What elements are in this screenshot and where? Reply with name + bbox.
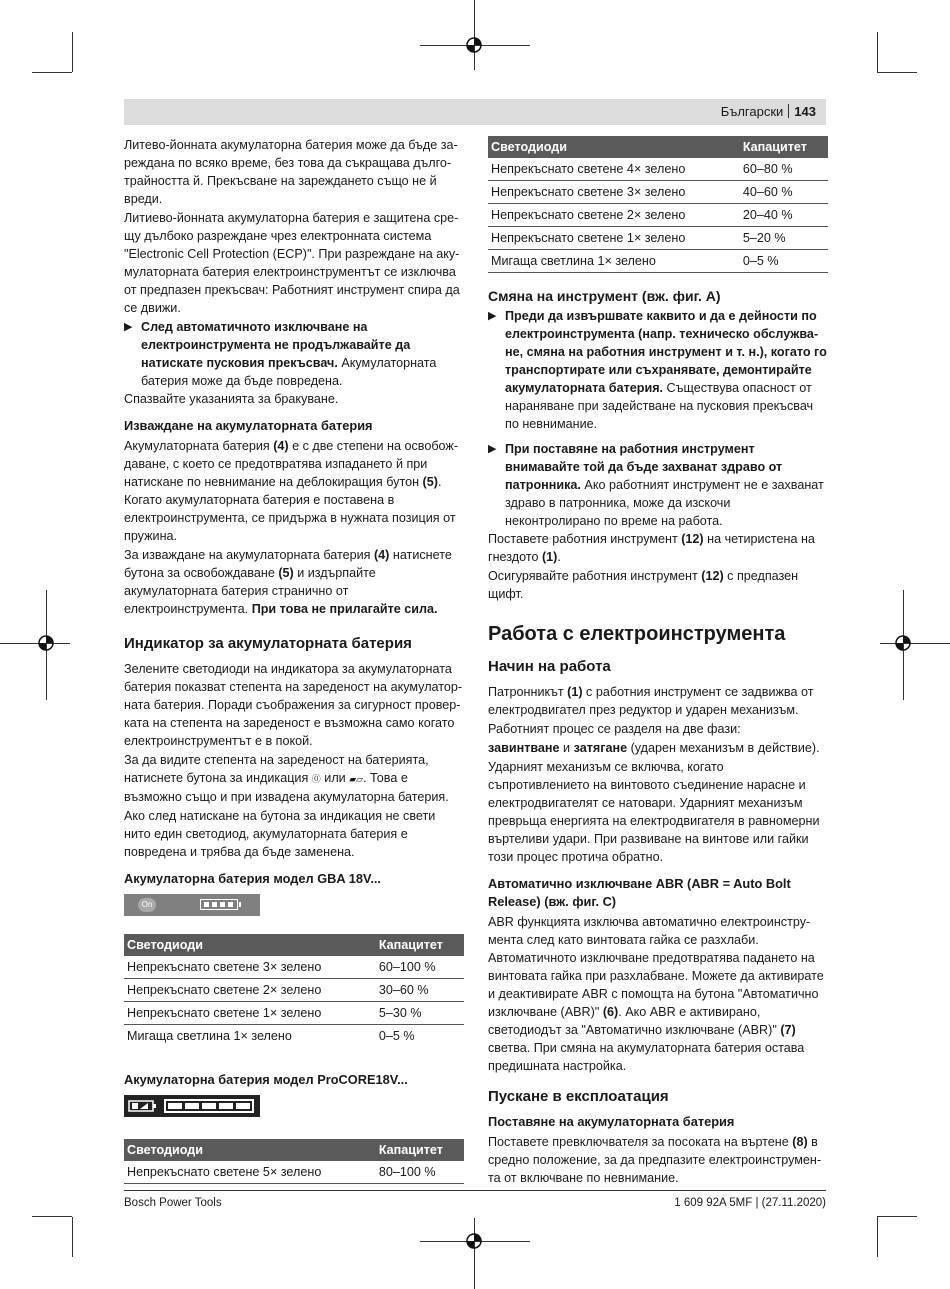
registration-mark-icon xyxy=(465,1232,483,1250)
chapter-heading: Работа с електроинструмента xyxy=(488,623,786,645)
warning-bullet xyxy=(124,318,464,390)
table-header: Светодиоди xyxy=(124,934,376,956)
paragraph: Литево-йонната акумулаторна батерия може да бъде зареждана по всяко време, без това да съкращава дълготрайността й. Прекъсване на зареждането също не й вреди. xyxy=(124,138,458,206)
section-heading: Автоматично изключване ABR (ABR = Auto Bolt Release) (вж. фиг. C) xyxy=(488,876,791,909)
paragraph: За да видите степента на зареденост на батерията, натиснете бутона за индикация ⓪ или ▰▱. Това е възможно също и при извадена акумулаторна батерия. xyxy=(124,753,449,804)
table-row: Непрекъснато светене 2× зелено 30–60 % xyxy=(124,979,464,1002)
section-heading: Пускане в експлоатация xyxy=(488,1088,669,1105)
battery-indicator-icon: ▰▱ xyxy=(349,774,364,784)
crop-mark xyxy=(0,643,70,644)
paragraph: Акумулаторната батерия (4) е с две степени на освобождаване, с което се предотвратява изпадането й при натискане по невнимание на деблокиращия бутон (5). Когато акумулаторната батерия е поставена в електроинструмента, се придържа в нужната позиция от пружина. xyxy=(124,439,459,543)
table-header: Капацитет xyxy=(740,136,828,158)
registration-mark-icon xyxy=(465,36,483,54)
procore-indicator-graphic xyxy=(124,1095,260,1117)
table-row: Непрекъснато светене 2× зелено 20–40 % xyxy=(488,204,828,227)
paragraph: Поставете превключвателя за посоката на въртене (8) в средно положение, за да предпазите електроинструмента от включване по невнимание. xyxy=(488,1135,822,1185)
section-heading: Изваждане на акумулаторната батерия xyxy=(124,418,373,433)
table-row: Непрекъснато светене 3× зелено 40–60 % xyxy=(488,181,828,204)
section-heading: Акумулаторна батерия модел ProCORE18V... xyxy=(124,1072,408,1087)
table-row: Непрекъснато светене 3× зелено 60–100 % xyxy=(124,956,464,979)
section-heading: Индикатор за акумулаторната батерия xyxy=(124,635,412,652)
bullet-triangle-icon: ▶ xyxy=(488,443,497,455)
crop-mark xyxy=(474,0,475,70)
table-header: Светодиоди xyxy=(124,1139,376,1161)
table-row: Непрекъснато светене 4× зелено 60–80 % xyxy=(488,158,828,181)
table-row: Мигаща светлина 1× зелено 0–5 % xyxy=(127,1029,415,1043)
header-text xyxy=(721,103,826,121)
crop-mark xyxy=(877,1216,917,1217)
crop-mark xyxy=(880,643,950,644)
paragraph: ABR функцията изключва автоматично електроинструмента след като винтовата гайка се разхлаби. Автоматичното изключване предотвратява падането на винтовата гайка при разхлабване. Можете да активирате и деактивирате ABR с помощта на бутона "Автоматично изключване (ABR)" (6). Ако ABR е активирано, светодиодът за "Автоматично изключване (ABR)" (7) светва. При смяна на акумулаторната батерия остава предишната настройка. xyxy=(488,915,824,1073)
table-row: Мигаща светлина 1× зелено 0–5 % xyxy=(488,250,828,273)
crop-mark xyxy=(72,1217,73,1257)
paragraph: Литиево-йонната акумулаторна батерия е защитена срещу дълбоко разреждане чрез електронната система "Electronic Cell Protection (ECP)". При разреждане на акумулаторната батерия електроинструментът се изключва от предпазен прекъсвач: Работният инструмент спира да се движи. xyxy=(124,211,460,315)
paragraph: завинтване и затягане (ударен механизъм в действие). xyxy=(488,741,820,755)
crop-mark xyxy=(32,72,72,73)
footer-doc-number: 1 609 92A 5MF | (27.11.2020) xyxy=(674,1197,826,1209)
procore-capacity-table xyxy=(124,1139,464,1184)
gba-capacity-table xyxy=(124,934,464,1047)
header-divider xyxy=(788,104,789,118)
on-button-icon: ⓪ xyxy=(311,774,321,784)
table-row: Непрекъснато светене 1× зелено 5–20 % xyxy=(488,227,828,250)
left-column xyxy=(124,136,464,1184)
paragraph: Ако след натискане на бутона за индикация не свети нито един светодиод, акумулаторната батерия е повредена и трябва да бъде заменена. xyxy=(124,809,436,859)
crop-mark xyxy=(877,72,917,73)
warning-bullet: ▶ Преди да извършвате каквито и да е дейности по електроинструмента (напр. техническо обслужване, смяна на работния инструмент и т. н.), когато го транспортирате или съхранявате, демонтирайте акумулаторната батерия. Съществува опасност от нараняване при задействане на пусковия прекъсвач по невнимание. xyxy=(488,309,827,431)
crop-mark xyxy=(877,32,878,72)
paragraph: Спазвайте указанията за бракуване. xyxy=(124,392,339,406)
table-row: Непрекъснато светене 5× зелено 80–100 % xyxy=(124,1161,464,1184)
table-header: Капацитет xyxy=(376,934,464,956)
section-heading: Поставяне на акумулаторната батерия xyxy=(488,1114,735,1129)
page-header xyxy=(124,99,826,125)
page-footer xyxy=(124,1190,826,1209)
section-heading: Смяна на инструмент (вж. фиг. A) xyxy=(488,288,721,304)
table-header: Капацитет xyxy=(376,1139,464,1161)
paragraph: За изваждане на акумулаторната батерия (4) натиснете бутона за освобождаване (5) и издърпайте акумулаторната батерия странично от електроинструмента. При това не прилагайте сила. xyxy=(124,548,452,616)
procore-capacity-table-continued xyxy=(488,136,828,273)
table-row: Непрекъснато светене 1× зелено 5–30 % xyxy=(124,1002,464,1025)
warning-text: Акумулаторната батерия може да бъде повредена. xyxy=(141,356,437,388)
right-column xyxy=(488,136,828,1188)
gba-indicator-graphic xyxy=(124,894,260,916)
on-button-icon: On xyxy=(138,898,156,912)
battery-icon xyxy=(200,899,238,910)
crop-mark xyxy=(72,32,73,72)
battery-icon xyxy=(164,1099,254,1113)
footer-brand: Bosch Power Tools xyxy=(124,1197,222,1209)
header-language: Български xyxy=(720,104,784,119)
paragraph: Осигурявайте работния инструмент (12) с предпазен щифт. xyxy=(488,569,799,601)
paragraph: Поставете работния инструмент (12) на четиристена на гнездото (1). xyxy=(488,532,815,564)
crop-mark xyxy=(32,1216,72,1217)
warning-bullet: ▶ При поставяне на работния инструмент внимавайте той да бъде захванат здраво от патронника. Ако работният инструмент не е захванат здраво в патронника, може да изскочи неконтролирано по време на работа. xyxy=(488,442,824,528)
registration-mark-icon xyxy=(894,634,912,652)
page-number: 143 xyxy=(794,104,816,119)
registration-mark-icon xyxy=(37,634,55,652)
paragraph: Ударният механизъм се включва, когато съпротивлението на винтовото съединение нарасне и електродвигателят се натовари. Ударният механизъм преврьща енергията на електродвигателя в равномерни въртеливи удари. При развиване на винтове или гайки този процес протича обратно. xyxy=(488,760,820,864)
battery-indicator-icon xyxy=(128,1100,158,1112)
bullet-triangle-icon: ▶ xyxy=(124,321,133,333)
bullet-triangle-icon: ▶ xyxy=(488,310,497,322)
crop-mark xyxy=(474,1218,475,1289)
section-heading: Акумулаторна батерия модел GBA 18V... xyxy=(124,871,381,886)
section-heading: Начин на работа xyxy=(488,658,611,675)
paragraph: Патронникът (1) с работния инструмент се задвижва от електродвигател през редуктор и ударен механизъм. xyxy=(488,685,814,717)
table-header: Светодиоди xyxy=(488,136,740,158)
warning-bold: След автоматичното изключване на електроинструмента не продължавайте да натискате пусковия прекъсвач. xyxy=(141,320,411,370)
crop-mark xyxy=(877,1217,878,1257)
paragraph: Работният процес се разделя на две фази: xyxy=(488,722,741,736)
paragraph: Зелените светодиоди на индикатора за акумулаторната батерия показват степента на зареденост на акумулаторната батерия. Поради съображения за сигурност проверката на степента на зареденост е възможна само когато електроинструментът е в покой. xyxy=(124,662,463,748)
